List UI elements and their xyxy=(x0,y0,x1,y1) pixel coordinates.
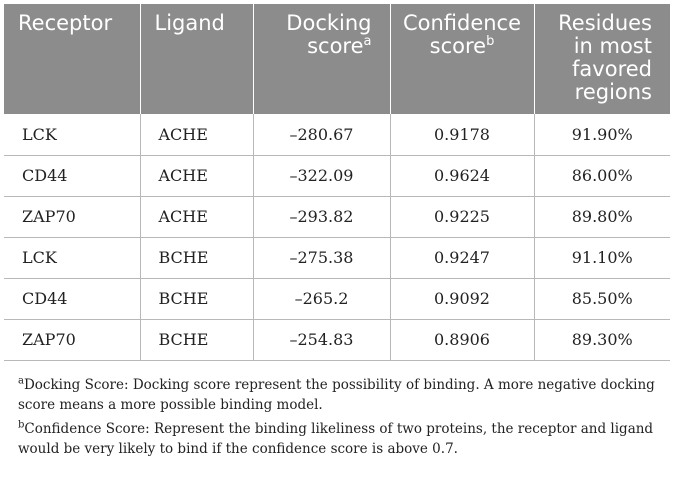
table-row xyxy=(4,196,670,237)
cell-receptor: CD44 xyxy=(4,278,140,319)
table-row xyxy=(4,319,670,360)
header-confidence-score: Confidence score$^b$ xyxy=(390,4,534,114)
header-ligand: Ligand xyxy=(140,4,253,114)
cell-residues: 91.10% xyxy=(534,237,670,278)
table-row xyxy=(4,237,670,278)
header-row xyxy=(4,4,670,114)
cell-confidence-score: 0.9624 xyxy=(390,155,534,196)
footnote-a xyxy=(18,375,662,415)
cell-confidence-score: 0.9247 xyxy=(390,237,534,278)
cell-receptor: LCK xyxy=(4,114,140,155)
cell-docking-score: –322.09 xyxy=(253,155,390,196)
footnote-a-mark: a xyxy=(18,375,24,386)
cell-ligand: BCHE xyxy=(140,237,253,278)
cell-ligand: BCHE xyxy=(140,278,253,319)
cell-residues: 91.90% xyxy=(534,114,670,155)
cell-docking-score: –280.67 xyxy=(253,114,390,155)
cell-receptor: LCK xyxy=(4,237,140,278)
docking-results-table xyxy=(4,4,670,361)
cell-residues: 86.00% xyxy=(534,155,670,196)
cell-ligand: ACHE xyxy=(140,155,253,196)
cell-docking-score: –293.82 xyxy=(253,196,390,237)
footnote-b-text: Confidence Score: Represent the binding likeliness of two proteins, the receptor and ligand would be very likely to bind if the confidence score is above 0.7. xyxy=(18,420,654,457)
cell-receptor: CD44 xyxy=(4,155,140,196)
results-table-container xyxy=(4,4,670,463)
cell-receptor: ZAP70 xyxy=(4,319,140,360)
table-row xyxy=(4,155,670,196)
footnote-mark-b: b xyxy=(486,34,495,49)
table-footnotes xyxy=(4,375,670,459)
cell-docking-score: –275.38 xyxy=(253,237,390,278)
header-docking-score: Docking score$^a$ xyxy=(253,4,390,114)
cell-ligand: ACHE xyxy=(140,196,253,237)
cell-confidence-score: 0.8906 xyxy=(390,319,534,360)
cell-confidence-score: 0.9225 xyxy=(390,196,534,237)
cell-docking-score: –254.83 xyxy=(253,319,390,360)
cell-confidence-score: 0.9092 xyxy=(390,278,534,319)
table-row xyxy=(4,278,670,319)
footnote-b-mark: b xyxy=(18,419,25,430)
cell-docking-score: –265.2 xyxy=(253,278,390,319)
cell-residues: 85.50% xyxy=(534,278,670,319)
cell-residues: 89.80% xyxy=(534,196,670,237)
cell-ligand: BCHE xyxy=(140,319,253,360)
header-receptor: Receptor xyxy=(4,4,140,114)
cell-confidence-score: 0.9178 xyxy=(390,114,534,155)
cell-ligand: ACHE xyxy=(140,114,253,155)
cell-residues: 89.30% xyxy=(534,319,670,360)
table-row xyxy=(4,114,670,155)
footnote-mark-a: a xyxy=(363,34,372,49)
header-residues: Residues in most favored regions xyxy=(534,4,670,114)
footnote-b xyxy=(18,419,662,459)
footnote-a-text: Docking Score: Docking score represent the possibility of binding. A more negative docking score means a more possible binding model. xyxy=(18,376,655,413)
cell-receptor: ZAP70 xyxy=(4,196,140,237)
